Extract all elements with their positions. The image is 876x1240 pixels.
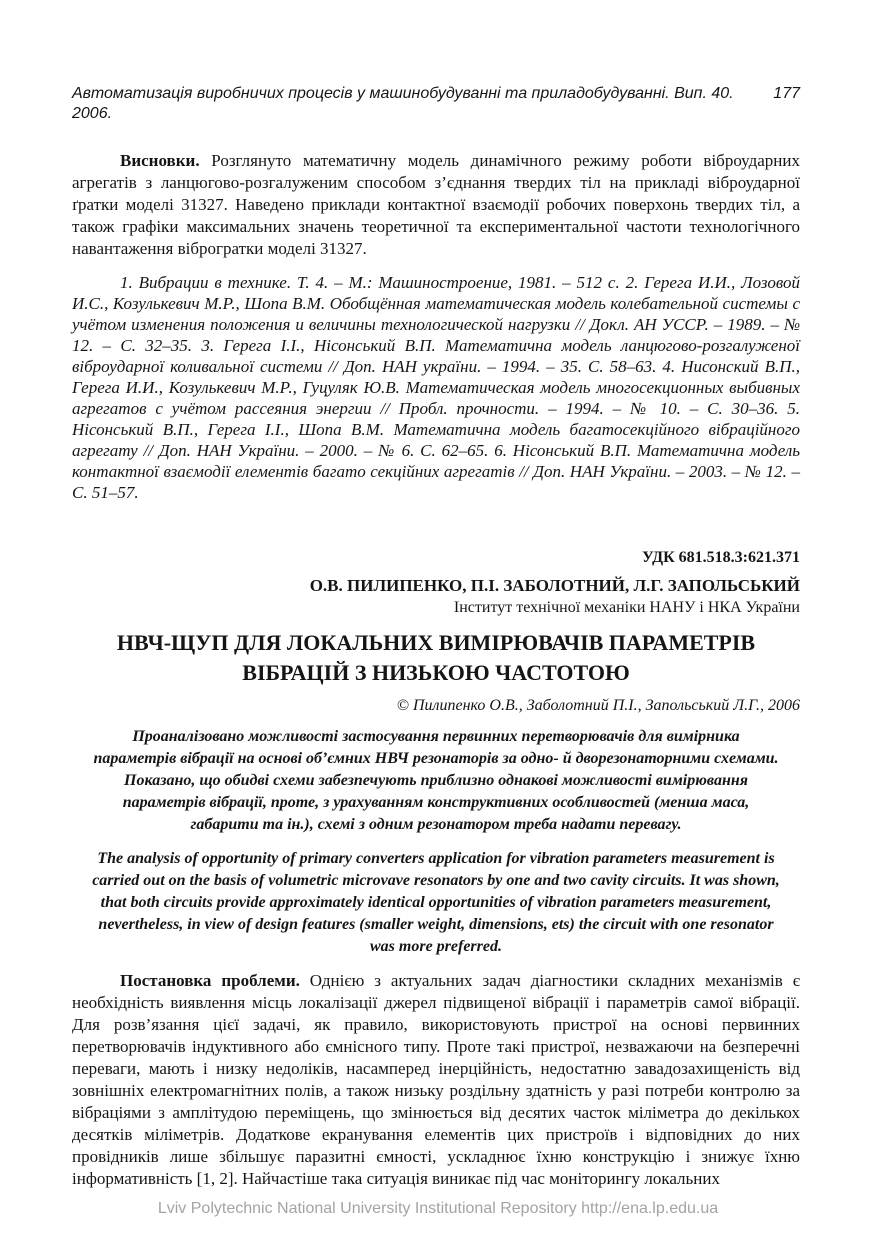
problem-statement-paragraph	[72, 970, 800, 1190]
running-head	[72, 84, 800, 124]
problem-statement-label: Постановка проблеми.	[120, 971, 300, 990]
udc-code: УДК 681.518.3:621.371	[641, 549, 800, 566]
conclusions-label: Висновки.	[120, 151, 200, 170]
abstract-english: The analysis of opportunity of primary converters application for vibration parameters measurement is carried out on the basis of volumetric microvave resonators by one and two cavity circuits. It was shown, that both circuits provide approximately identical opportunities of vibration parameters measurement, nevertheless, in view of design features (smaller weight, dimensions, ets) the circuit with one resonator was more preferred.	[92, 850, 780, 955]
conclusions-text: Розглянуто математичну модель динамічного режиму роботи віброударних агрегатів з ланцюгово-розгалуженим способом з’єднання твердих тіл на прикладі віброударної ґратки моделі 31327. Наведено приклади контактної взаємодії робочих поверхонь твердих тіл, а також графіки максимальних значень теоретичної та експериментальної частоти технологічного навантаження віброгратки моделі 31327.	[72, 151, 801, 258]
repository-stamp: Lviv Polytechnic National University Institutional Repository http://ena.lp.edu.ua	[157, 1200, 719, 1217]
page-number: 177	[773, 85, 800, 102]
authors-line: О.В. ПИЛИПЕНКО, П.І. ЗАБОЛОТНИЙ, Л.Г. ЗАПОЛЬСЬКИЙ	[309, 576, 800, 595]
journal-title: Автоматизація виробничих процесів у машинобудуванні та приладобудуванні. Вип. 40. 2006.	[72, 85, 734, 122]
conclusions-paragraph	[72, 150, 800, 260]
problem-statement-text: Однією з актуальних задач діагностики складних механізмів є необхідність виявлення місць локалізації джерел підвищеної вібрації і параметрів самої вібрації. Для розв’язання цієї задачі, як правило, використовують пристрої на основі первинних перетворювачів індуктивного або ємнісного типу. Проте такі пристрої, незважаючи на безперечні переваги, мають і низку недоліків, насамперед інерційність, недостатню завадозахищеність від зовнішніх електромагнітних полів, а також низьку роздільну здатність у разі потреби контролю за вібраціями з амплітудою переміщень, що змінюється від десятих часток міліметра до декількох десятків міліметрів. Додаткове екранування елементів цих пристроїв і відповідних до них провідників лише збільшує паразитні ємності, ускладнює їхню конструкцію і знижує їхню інформативність [1, 2]. Найчастіше така ситуація виникає під час моніторингу локальних	[72, 971, 800, 1188]
abstract-ukrainian: Проаналізовано можливості застосування первинних перетворювачів для вимірника параметрів вібрації на основі об’ємних НВЧ резонаторів за одно- й дворезонаторними схемами. Показано, що обидві схеми забезпечують приблизно однакові можливості вимірювання параметрів вібрації, проте, з урахуванням конструктивних особливостей (менша маса, габарити та ін.), схемі з одним резонатором треба надати перевагу.	[93, 728, 779, 833]
affiliation-line: Інститут технічної механіки НАНУ і НКА України	[453, 599, 800, 616]
article-title: НВЧ-ЩУП ДЛЯ ЛОКАЛЬНИХ ВИМІРЮВАЧІВ ПАРАМЕТРІВ ВІБРАЦІЙ З НИЗЬКОЮ ЧАСТОТОЮ	[116, 630, 756, 685]
references-paragraph: 1. Вибрации в технике. Т. 4. – М.: Машиностроение, 1981. – 512 с. 2. Герега И.И., Лозовой И.С., Козулькевич М.Р., Шопа В.М. Обобщённая математическая модель колебательной системы с учётом изменения положения и величины технологической нагрузки // Докл. АН УССР. – 1989. – № 12. – С. 32–35. 3. Герега І.І., Нісонський В.П. Математична модель ланцюгово-розгалуженої віброударної коливальної системи // Доп. НАН україни. – 1994. – 35. С. 58–63. 4. Нисонский В.П., Герега И.И., Козулькевич М.Р., Гуцуляк Ю.В. Математическая модель многосекционных выбивных агрегатов с учётом рассеяния энергии // Пробл. прочности. – 1994. – № 10. – С. 30–36. 5. Нісонський В.П., Герега І.І., Шопа В.М. Математична модель багатосекційного вібраційного агрегату // Доп. НАН України. – 2000. – № 6. С. 62–65. 6. Нісонський В.П. Математична модель контактної взаємодії елементів багато секційних агрегатів // Доп. НАН України. – 2003. – № 12. – С. 51–57.	[72, 273, 800, 502]
copyright-line: © Пилипенко О.В., Заболотний П.І., Запольський Л.Г., 2006	[396, 697, 800, 714]
